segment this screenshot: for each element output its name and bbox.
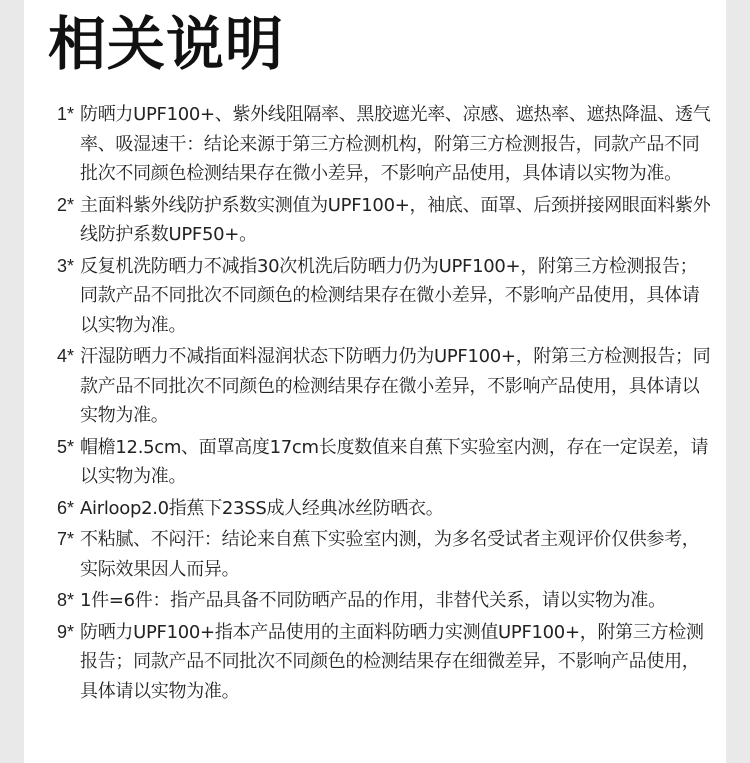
note-number: 8* <box>56 590 74 610</box>
note-text: 主面料紫外线防护系数实测值为UPF100+，袖底、面罩、后颈拼接网眼面料紫外线防护系数UPF50+。 <box>80 194 711 245</box>
notes-list <box>24 100 726 708</box>
note-number: 7* <box>56 529 74 549</box>
note-text: 反复机洗防晒力不减指30次机洗后防晒力仍为UPF100+，附第三方检测报告；同款产品不同批次不同颜色的检测结果存在微小差异，不影响产品使用，具体请以实物为准。 <box>80 255 700 336</box>
note-text: 帽檐12.5cm、面罩高度17cm长度数值来自蕉下实验室内测，存在一定误差，请以实物为准。 <box>80 436 709 487</box>
note-number: 1* <box>56 104 74 124</box>
note-text: 汗湿防晒力不减指面料湿润状态下防晒力仍为UPF100+，附第三方检测报告；同款产品不同批次不同颜色的检测结果存在微小差异，不影响产品使用，具体请以实物为准。 <box>80 346 711 426</box>
note-number: 5* <box>56 436 74 457</box>
note-item <box>24 252 726 341</box>
note-item <box>24 494 726 524</box>
note-text: 不粘腻、不闷汗：结论来自蕉下实验室内测，为多名受试者主观评价仅供参考，实际效果因人而异。 <box>80 529 700 580</box>
note-item <box>24 618 726 707</box>
note-number: 4* <box>56 346 74 366</box>
note-text: 防晒力UPF100+、紫外线阻隔率、黑胶遮光率、凉感、遮热率、遮热降温、透气率、吸湿速干：结论来源于第三方检测机构，附第三方检测报告，同款产品不同批次不同颜色检测结果存在微小差异，不影响产品使用，具体请以实物为准。 <box>80 104 711 184</box>
note-text: Airloop2.0指蕉下23SS成人经典冰丝防晒衣。 <box>80 497 444 519</box>
note-number: 6* <box>56 497 74 518</box>
note-text: 1件=6件：指产品具备不同防晒产品的作用，非替代关系，请以实物为准。 <box>80 590 666 611</box>
note-item <box>24 100 726 189</box>
note-number: 9* <box>56 621 74 642</box>
note-number: 3* <box>56 255 74 276</box>
note-item <box>24 525 726 584</box>
note-item <box>24 342 726 431</box>
note-text: 防晒力UPF100+指本产品使用的主面料防晒力实测值UPF100+，附第三方检测报告；同款产品不同批次不同颜色的检测结果存在细微差异，不影响产品使用，具体请以实物为准。 <box>80 621 704 702</box>
note-item <box>24 191 726 250</box>
notes-panel <box>24 0 726 763</box>
note-item <box>24 433 726 492</box>
note-number: 2* <box>56 194 74 215</box>
note-item <box>24 586 726 616</box>
page-title: 相关说明 <box>48 10 285 78</box>
